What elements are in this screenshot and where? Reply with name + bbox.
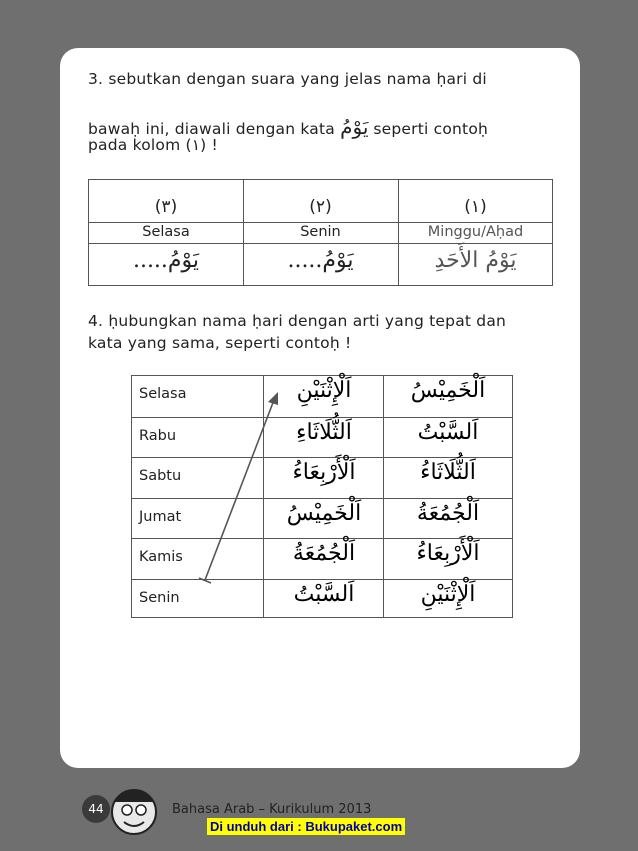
q4-instruction-line2: kata yang sama, seperti contoḥ !: [88, 334, 352, 352]
arabic-option-right: اَلْأَرْبِعَاءُ: [416, 541, 480, 566]
table1-day-selasa: Selasa: [142, 224, 190, 240]
table1-day-senin: Senin: [300, 224, 341, 240]
cartoon-face-icon: [104, 778, 164, 848]
arabic-option-right: اَلسَّبْتُ: [417, 419, 479, 445]
arabic-option-left: اَلْإِثْنَيْنِ: [296, 378, 352, 403]
arabic-option-right: اَلْجُمُعَةُ: [416, 500, 480, 526]
q3-instruction-line3: pada kolom (١) !: [88, 136, 218, 154]
q3-line2-start: bawaḥ ini, diawali dengan kata: [88, 120, 335, 138]
q3-line2-arabic: يَوْمُ: [340, 115, 369, 139]
day-label: Sabtu: [139, 468, 182, 484]
arabic-option-right: اَلْإِثْنَيْنِ: [420, 581, 476, 607]
arabic-option-right: اَلْخَمِيْسُ: [410, 378, 486, 403]
table1-day-minggu: Minggu/Aḥad: [427, 224, 524, 240]
day-label: Jumat: [139, 508, 182, 525]
page-number: 44: [82, 795, 110, 823]
arabic-option-right: اَلثُّلَاثَاءُ: [420, 460, 476, 485]
q4-instruction-line1: 4. ḥubungkan nama ḥari dengan arti yang tepat dan: [88, 312, 507, 330]
table1-number-2: (٢): [309, 197, 332, 217]
q3-line2-end: seperti contoḥ: [373, 120, 489, 138]
table1-arabic-2: يَوْمُ.....: [287, 248, 354, 273]
table1-number-1: (١): [464, 197, 487, 217]
table1-arabic-1: يَوْمُ الأَحَدِ: [434, 248, 517, 273]
arabic-option-left: اَلْخَمِيْسُ: [286, 500, 362, 526]
day-label: Kamis: [139, 549, 183, 565]
arabic-option-left: اَلْجُمُعَةُ: [292, 541, 356, 566]
book-title: Bahasa Arab – Kurikulum 2013: [172, 802, 372, 817]
table1-number-3: (٣): [154, 197, 178, 217]
table1-arabic-3: يَوْمُ.....: [132, 248, 200, 273]
arabic-option-left: اَلْأَرْبِعَاءُ: [292, 460, 356, 485]
day-label: Selasa: [139, 386, 187, 402]
day-label: Senin: [139, 589, 180, 606]
arabic-option-left: اَلسَّبْتُ: [293, 581, 355, 607]
q3-instruction-line1: 3. sebutkan dengan suara yang jelas nama ḥari di: [88, 70, 487, 88]
day-label: Rabu: [139, 427, 177, 444]
source-watermark: Di unduh dari : Bukupaket.com: [207, 818, 405, 835]
arabic-option-left: اَلثُّلَاثَاءِ: [296, 419, 352, 445]
